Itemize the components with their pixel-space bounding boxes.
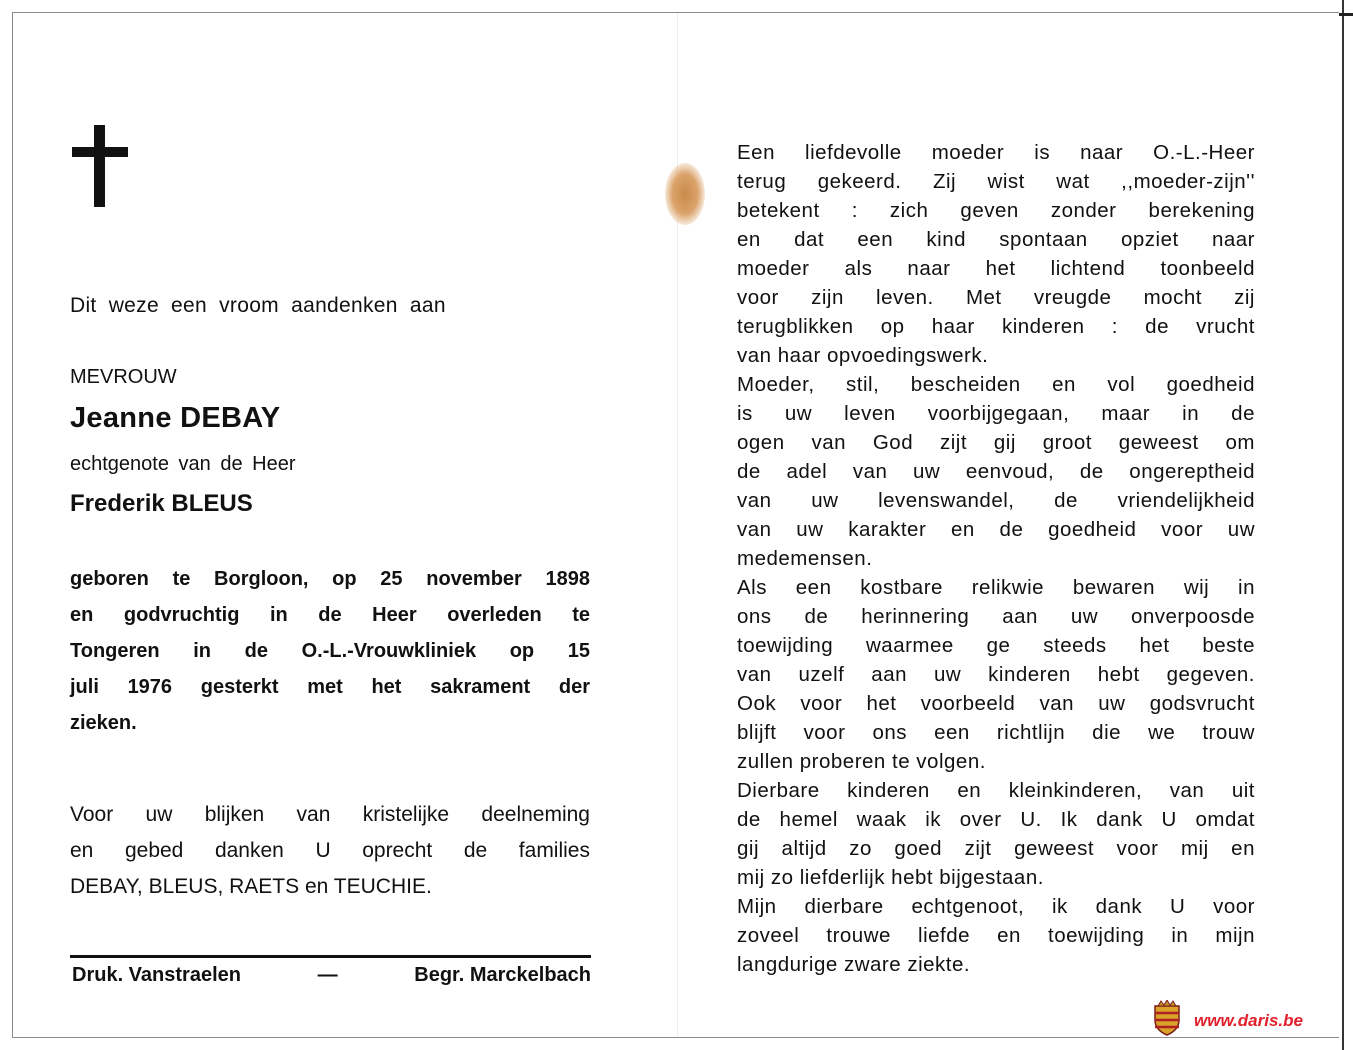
credit-dash: — bbox=[317, 964, 338, 986]
thanks-line: DEBAY, BLEUS, RAETS en TEUCHIE. bbox=[70, 875, 432, 898]
poem-line: langdurige zware ziekte. bbox=[737, 953, 971, 976]
poem-line: moeder als naar het lichtend toonbeeld bbox=[737, 257, 1255, 280]
memorial-poem bbox=[737, 138, 1255, 979]
poem-line: terug gekeerd. Zij wist wat ,,moeder-zijn'' bbox=[737, 170, 1255, 193]
poem-line: betekent : zich geven zonder berekening bbox=[737, 199, 1255, 222]
bio-line: Tongeren in de O.-L.-Vrouwkliniek op 15 bbox=[70, 640, 590, 662]
deceased-name: Jeanne DEBAY bbox=[70, 402, 281, 434]
poem-line: de hemel waak ik over U. Ik dank U omdat bbox=[737, 808, 1255, 831]
spouse-name: Frederik BLEUS bbox=[70, 490, 253, 517]
honorific: MEVROUW bbox=[70, 366, 177, 388]
printer-credits bbox=[72, 964, 591, 987]
biography bbox=[70, 561, 590, 741]
poem-line: mij zo liefderlijk hebt bijgestaan. bbox=[737, 866, 1044, 889]
poem-line: terugblikken op haar kinderen : de vrucht bbox=[737, 315, 1255, 338]
poem-line: de adel van uw eenvoud, de ongereptheid bbox=[737, 460, 1255, 483]
poem-line: Moeder, stil, bescheiden en vol goedheid bbox=[737, 373, 1255, 396]
poem-line: van haar opvoedingswerk. bbox=[737, 344, 989, 367]
intro-text: Dit weze een vroom aandenken aan bbox=[70, 294, 446, 317]
poem-line: Mijn dierbare echtgenoot, ik dank U voor bbox=[737, 895, 1255, 918]
spouse-label: echtgenote van de Heer bbox=[70, 453, 296, 475]
bio-line: zieken. bbox=[70, 712, 137, 734]
scrollbar-track bbox=[1342, 0, 1344, 1050]
poem-line: Als een kostbare relikwie bewaren wij in bbox=[737, 576, 1255, 599]
undertaker-name: Begr. Marckelbach bbox=[414, 964, 591, 986]
poem-line: voor zijn leven. Met vreugde mocht zij bbox=[737, 286, 1255, 309]
thanks-text bbox=[70, 797, 590, 905]
poem-line: ons de herinnering aan uw onverpoosde bbox=[737, 605, 1255, 628]
bio-line: juli 1976 gesterkt met het sakrament der bbox=[70, 676, 590, 698]
bio-line: geboren te Borgloon, op 25 november 1898 bbox=[70, 568, 590, 590]
poem-line: toewijding waarmee ge steeds het beste bbox=[737, 634, 1255, 657]
cross-icon bbox=[72, 125, 128, 207]
divider bbox=[70, 955, 591, 958]
poem-line: Een liefdevolle moeder is naar O.-L.-Heer bbox=[737, 141, 1255, 164]
poem-line: gij altijd zo goed zijt geweest voor mij en bbox=[737, 837, 1255, 860]
poem-line: is uw leven voorbijgegaan, maar in de bbox=[737, 402, 1255, 425]
poem-line: van uzelf aan uw kinderen hebt gegeven. bbox=[737, 663, 1255, 686]
poem-line: Ook voor het voorbeeld van uw godsvrucht bbox=[737, 692, 1255, 715]
poem-line: van uw levenswandel, de vriendelijkheid bbox=[737, 489, 1255, 512]
printer-name: Druk. Vanstraelen bbox=[72, 964, 241, 986]
poem-line: ogen van God zijt gij groot geweest om bbox=[737, 431, 1255, 454]
poem-line: en dat een kind spontaan opziet naar bbox=[737, 228, 1255, 251]
poem-line: van uw karakter en de goedheid voor uw bbox=[737, 518, 1255, 541]
right-edge-scrollbar[interactable] bbox=[1339, 0, 1353, 1050]
poem-line: zoveel trouwe liefde en toewijding in mijn bbox=[737, 924, 1255, 947]
poem-line: Dierbare kinderen en kleinkinderen, van uit bbox=[737, 779, 1255, 802]
paper-stain bbox=[665, 163, 705, 225]
watermark-url[interactable]: www.daris.be bbox=[1194, 1011, 1303, 1030]
poem-line: blijft voor ons een richtlijn die we trouw bbox=[737, 721, 1255, 744]
thanks-line: en gebed danken U oprecht de families bbox=[70, 839, 590, 862]
poem-line: medemensen. bbox=[737, 547, 873, 570]
poem-line: zullen proberen te volgen. bbox=[737, 750, 986, 773]
bio-line: en godvruchtig in de Heer overleden te bbox=[70, 604, 590, 626]
thanks-line: Voor uw blijken van kristelijke deelneming bbox=[70, 803, 590, 826]
scrollbar-thumb[interactable] bbox=[1339, 13, 1353, 16]
crest-icon bbox=[1152, 1000, 1182, 1036]
